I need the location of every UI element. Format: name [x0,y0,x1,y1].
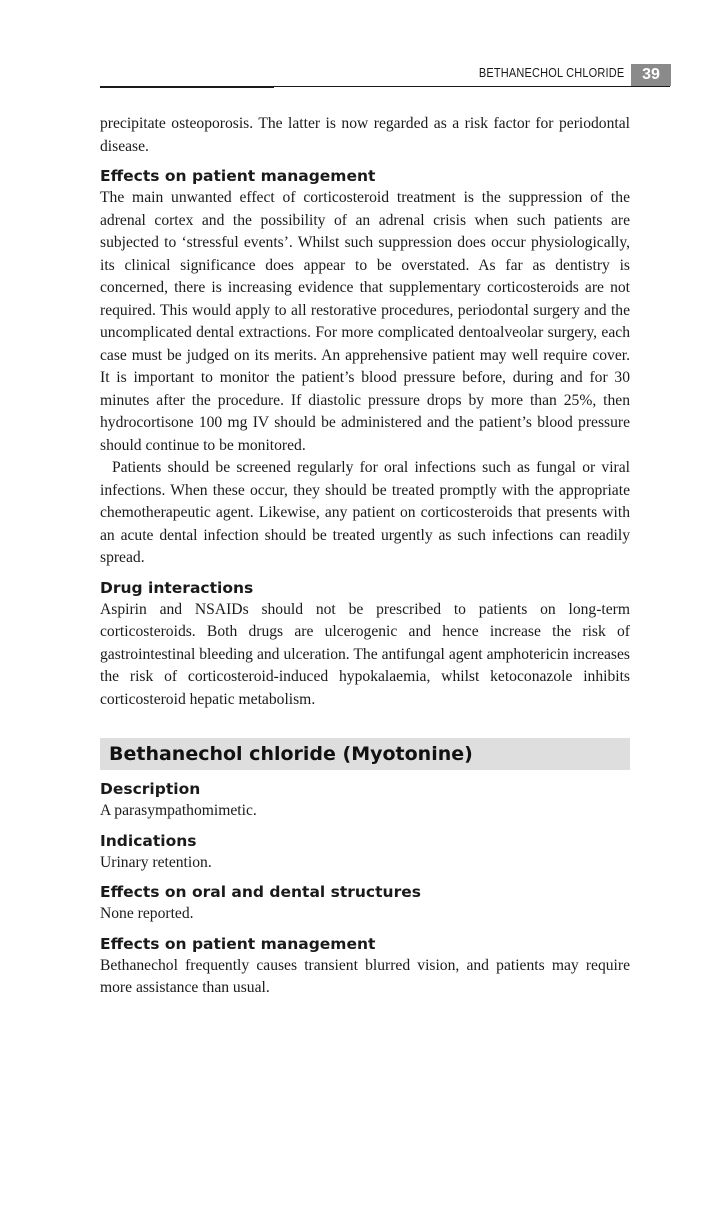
heading-drug-interactions: Drug interactions [100,578,254,597]
page-number: 39 [631,64,671,86]
bethanechol-management-text: Bethanechol frequently causes transient blurred vision, and patients may require more assistance than usual. [100,956,630,996]
oral-effects-text: None reported. [100,905,194,922]
indications-text: Urinary retention. [100,853,212,871]
header-rule-thin [274,86,670,87]
heading-bethanechol-management: Effects on patient management [100,934,376,953]
drug-interactions-paragraph: Aspirin and NSAIDs should not be prescribed to patients on long-term corticosteroids. Both drugs are ulcerogenic and hence increase the risk of gastrointestinal bleeding and ulceration. The antifungal agent amphotericin increases the risk of corticosteroid-induced hypokalaemia, whilst ketoconazole inhibits corticosteroid hepatic metabolism. [100,600,630,708]
heading-indications: Indications [100,831,197,850]
patient-management-paragraph-2: Patients should be screened regularly for oral infections such as fungal or viral infections. When these occur, they should be treated promptly with the appropriate chemotherapeutic agent. Likewise, any patient on corticosteroids that presents with an acute dental infection should be treated urgently as such infections can readily spread. [100,459,630,566]
heading-description: Description [100,780,201,798]
patient-management-paragraph-1: The main unwanted effect of corticosteroid treatment is the suppression of the adrenal cortex and the possibility of an adrenal crisis when such patients are subjected to ‘stressful events’. Whilst such suppression does occur physiologically, its clinical significance does appear to be overstated. As far as dentistry is concerned, there is increasing evidence that supplementary corticosteroids are not required. This would apply to all restorative procedures, periodontal surgery and the uncomplicated dental extractions. For more complicated dentoalveolar surgery, each case must be judged on its merits. An apprehensive patient may well require cover. It is important to monitor the patient’s blood pressure before, during and for 30 minutes after the procedure. If diastolic pressure drops by more than 25%, then hydrocortisone 100 mg IV should be administered and the patient’s blood pressure should continue to be monitored. [100,189,630,454]
header-rule-thick [100,86,274,88]
description-text: A parasympathomimetic. [100,802,257,819]
section-title-bethanechol: Bethanechol chloride (Myotonine) [100,738,630,770]
running-title: BETHANECHOL CHLORIDE [478,66,624,80]
continued-paragraph: precipitate osteoporosis. The latter is now regarded as a risk factor for periodontal disease. [100,115,630,155]
heading-patient-management: Effects on patient management [100,167,376,185]
heading-oral-effects: Effects on oral and dental structures [100,883,421,901]
page-content [100,113,630,1000]
